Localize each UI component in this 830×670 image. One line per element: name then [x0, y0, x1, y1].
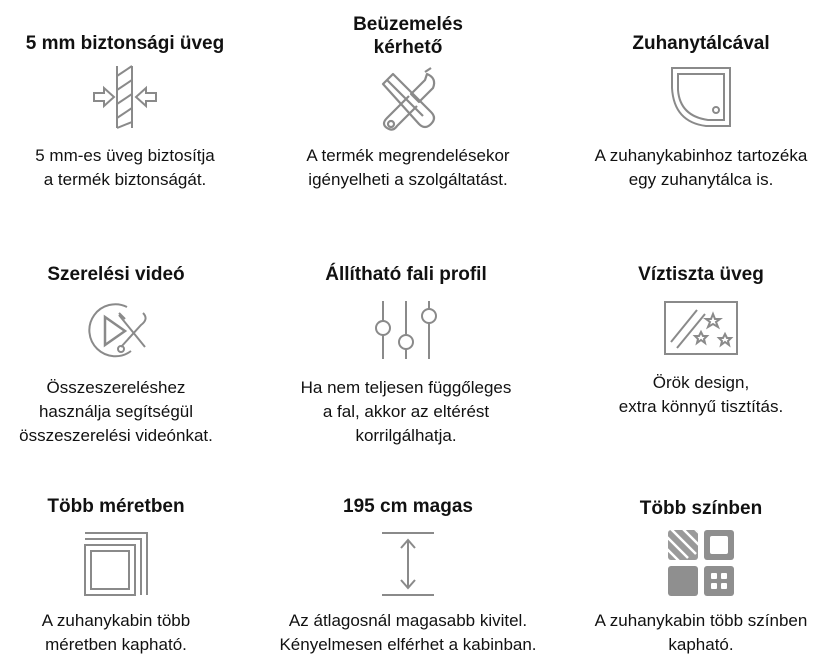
- height-icon: [380, 530, 436, 598]
- feature-description: A zuhanykabinhoz tartozéka egy zuhanytálca is.: [594, 146, 808, 189]
- feature-sizes-desc-wrap: [0, 609, 254, 657]
- feature-title: Állítható fali profil: [325, 264, 487, 285]
- feature-colors-desc-wrap: [563, 609, 830, 657]
- sizes-icon: [83, 531, 149, 597]
- feature-description: A zuhanykabin több méretben kapható.: [41, 611, 191, 654]
- feature-colors-icon-wrap: [563, 528, 830, 598]
- feature-glass: [0, 32, 263, 55]
- feature-video-icon-wrap: [0, 295, 254, 365]
- shower-tray-icon: [666, 62, 736, 132]
- feature-title: Szerelési videó: [47, 264, 185, 285]
- clear-glass-icon: [663, 300, 739, 356]
- feature-tray-desc-wrap: [563, 144, 830, 192]
- feature-description: 5 mm-es üveg biztosítja a termék biztonságát.: [35, 146, 215, 189]
- feature-installation-icon-wrap: [270, 64, 546, 134]
- feature-profile-desc-wrap: [268, 376, 544, 448]
- feature-description: Örök design, extra könnyű tisztítás.: [618, 373, 784, 416]
- feature-title: Víztiszta üveg: [638, 264, 764, 285]
- feature-profile-icon-wrap: [268, 297, 544, 363]
- feature-clear-glass-icon-wrap: [563, 300, 830, 356]
- feature-description: Az átlagosnál magasabb kivitel. Kényelmesen elférhet a kabinban.: [279, 611, 537, 654]
- feature-description: A termék megrendelésekor igényelheti a szolgáltatást.: [306, 146, 510, 189]
- feature-height-desc-wrap: [270, 609, 546, 657]
- feature-height-icon-wrap: [270, 530, 546, 598]
- feature-clear-glass-desc-wrap: [563, 371, 830, 419]
- feature-colors: [563, 497, 830, 520]
- feature-video-desc-wrap: [0, 376, 254, 448]
- feature-description: A zuhanykabin több színben kapható.: [594, 611, 808, 654]
- feature-tray-icon-wrap: [563, 62, 830, 132]
- feature-title: Több színben: [639, 498, 763, 519]
- feature-glass-icon-wrap: [0, 62, 263, 132]
- video-tools-icon: [81, 295, 151, 365]
- glass-thickness-icon: [90, 62, 160, 132]
- feature-height: [270, 495, 546, 518]
- feature-title: Zuhanytálcával: [632, 33, 770, 54]
- feature-sizes: [0, 495, 254, 518]
- feature-video: [0, 263, 254, 286]
- installation-tools-icon: [373, 64, 443, 134]
- colors-icon: [666, 528, 736, 598]
- adjustable-profile-icon: [371, 297, 441, 363]
- feature-installation: [270, 13, 546, 59]
- feature-profile: [268, 263, 544, 286]
- feature-title: 5 mm biztonsági üveg: [25, 33, 225, 54]
- feature-title: Több méretben: [47, 496, 185, 517]
- feature-sizes-icon-wrap: [0, 531, 254, 597]
- feature-title: Beüzemelés kérhető: [353, 14, 463, 58]
- feature-installation-desc-wrap: [270, 144, 546, 192]
- feature-clear-glass: [563, 263, 830, 286]
- feature-description: Összeszereléshez használja segítségül összeszerelési videónkat.: [19, 378, 213, 445]
- feature-description: Ha nem teljesen függőleges a fal, akkor az eltérést korrilgálhatja.: [300, 378, 512, 445]
- feature-glass-desc-wrap: [0, 144, 263, 192]
- feature-tray: [563, 32, 830, 55]
- feature-title: 195 cm magas: [343, 496, 473, 517]
